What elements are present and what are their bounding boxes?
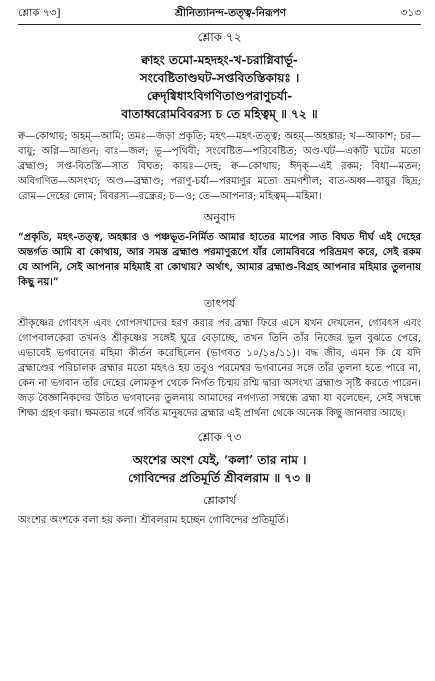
translation-text: “প্রকৃতি, মহৎ-তত্ত্ব, অহঙ্কার ও পঞ্চভূত-নির্মিত আমার হাতের মাপের সাত বিঘত দীর্ঘ এই দেহের অন্তর্গত আমি বা কোথায়, আর সমস্ত ব্রহ্মাণ্ড পরমাণুরূপে যাঁর লোমবিবরে পরিভ্রমণ করে, সেই রকম যে আপনি, সেই আপনার মহিমাই বা কোথায়? অর্থাৎ, আমার ব্রহ্মাণ্ড-বিগ্রহ আপনার মহিমার তুলনায় কিছু নয়।”: [18, 232, 421, 288]
verse-line: অংশের অংশ যেই, ‘কলা’ তার নাম ।: [132, 453, 307, 467]
meaning-title: শ্লোকার্থ: [203, 494, 236, 507]
verse-line: ক্বেদৃগ্বিধাঽবিগণিতাণ্ডপরাণুচর্যা-: [146, 89, 293, 103]
page-header: [18, 6, 421, 22]
verse-line: বাতাধ্বরোমবিবরস্য চ তে মহিত্বম্ ॥ ৭২ ॥: [121, 107, 318, 121]
sloka-72-verse: [18, 51, 421, 123]
word-for-word: ক্ব—কোথায়; অহম্—আমি; তমঃ—জড়া প্রকৃতি; মহৎ—মহৎ-তত্ত্ব; অহম্—অহঙ্কার; খ—আকাশ; চর—বায়ু; অগ্নি—আগুন; বাঃ—জল; ভূ—পৃথিবী; সংবেষ্টিত—পরিবেষ্টিত; অণ্ড-ঘট—একটি ঘটের মতো ব্রহ্মাণ্ড; সপ্ত-বিতস্তি—সাত বিঘত; কায়ঃ—দেহ; ক্ব—কোথায়; ঈদৃক্—এই রকম; বিধা—মতন; অবিগণিত—অসংখ্য; অণ্ড—ব্রহ্মাণ্ড; পরাণু-চর্যা—পরমাণুর মতো ভ্রমণশীল; বাত-অধ্ব—বায়ুর ছিদ্র; রোম—দেহের লোম; বিবরস্য—রন্ধ্রের; চ—ও; তে—আপনার; মহিত্বম্—মহিমা।: [18, 131, 421, 202]
header-rule: [18, 24, 421, 25]
purport-title: তাৎপর্য: [203, 297, 236, 310]
translation-title: অনুবাদ: [203, 211, 236, 224]
verse-line: গোবিন্দের প্রতিমূর্তি শ্রীবলরাম ॥ ৭৩ ॥: [128, 471, 311, 485]
sloka-73-title: শ্লোক ৭৩: [197, 430, 242, 444]
sloka-73-verse: [18, 451, 421, 487]
verse-line: সংবেষ্টিতাণ্ডঘট-সপ্তবিতস্তিকায়ঃ ।: [139, 71, 300, 85]
purport-text: শ্রীকৃষ্ণের গোবৎস এবং গোপসখাদের হরণ করার পর ব্রহ্মা ফিরে এসে যখন দেখলেন, গোবৎস এবং গোপবালকেরা তখনও শ্রীকৃষ্ণের সঙ্গেই ঘুরে বেড়াচ্ছে, তখন তিনি তাঁর নিজের ভুল বুঝতে পেরে, এভাবেই ভগবানের মহিমা কীর্তন করেছিলেন (ভাগবত ১০/১৪/১১)। বদ্ধ জীব, এমন কি যে যদি ব্রহ্মাণ্ডের পরিচালক ব্রহ্মার মতো মহৎও হয় তবুও পরমেশ্বর ভগবানের সঙ্গে তাঁর তুলনা হতে পারে না, কেন না ভগবান তাঁর দেহের লোমকূপ থেকে নির্গত চিন্ময় রশ্মি দ্বারা অসংখ্য ব্রহ্মাণ্ড সৃষ্টি করতে পারেন। জড় বৈজ্ঞানিকদের উচিত ভগবানের তুলনায় আমাদের নগণ্যতা সম্বন্ধে ব্রহ্মা যা বলেছেন, সেই সম্বন্ধে শিক্ষা গ্রহণ করা। ক্ষমতার গর্বে গর্বিত মানুষদের ব্রহ্মার এই প্রার্থনা থেকে অনেক কিছু জানবার আছে।: [18, 318, 421, 419]
page-number: ৩১৩: [400, 7, 421, 19]
verse-line: ক্বাহং তমো-মহদহং-খ-চরাগ্নিবার্ভূ-: [141, 53, 298, 67]
header-chapter-title: শ্রীনিত্যানন্দ-তত্ত্ব-নিরূপণ: [174, 7, 287, 19]
sloka-72-title: শ্লোক ৭২: [197, 30, 242, 44]
meaning-text: অংশের অংশকে বলা হয় কলা। শ্রীবলরাম হচ্ছেন গোবিন্দের প্রতিমূর্তি।: [18, 515, 289, 526]
header-verse-ref: শ্লোক ৭৩]: [18, 7, 61, 19]
